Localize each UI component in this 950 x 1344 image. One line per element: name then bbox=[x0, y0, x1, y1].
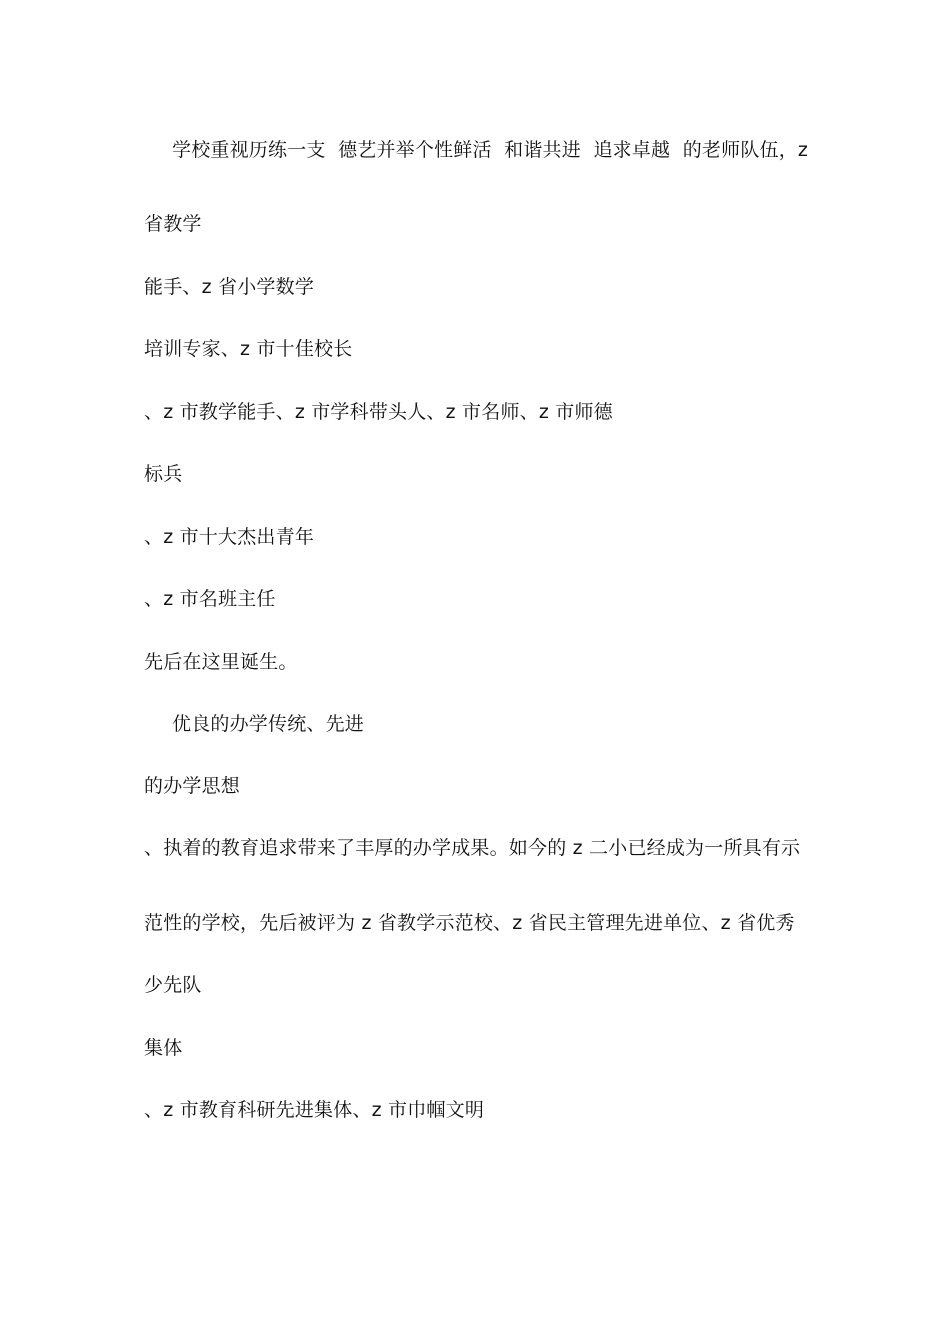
paragraph-line-5: 、z 市教学能手、z 市学科带头人、z 市名师、z 市师德 bbox=[144, 401, 613, 423]
paragraph-line-6: 标兵 bbox=[144, 463, 183, 485]
paragraph-line-15: 集体 bbox=[144, 1037, 183, 1059]
paragraph-line-3: 能手、z 省小学数学 bbox=[144, 276, 315, 298]
paragraph-line-4: 培训专家、z 市十佳校长 bbox=[144, 338, 353, 360]
paragraph-line-10: 优良的办学传统、先进 bbox=[172, 713, 365, 735]
paragraph-line-9: 先后在这里诞生。 bbox=[144, 651, 298, 673]
paragraph-line-1: 学校重视历练一支 德艺并举个性鲜活 和谐共进 追求卓越 的老师队伍，z bbox=[172, 139, 809, 161]
paragraph-line-12: 、执着的教育追求带来了丰厚的办学成果。如今的 z 二小已经成为一所具有示 bbox=[144, 837, 801, 859]
paragraph-line-13: 范性的学校，先后被评为 z 省教学示范校、z 省民主管理先进单位、z 省优秀 bbox=[144, 912, 795, 934]
paragraph-line-16: 、z 市教育科研先进集体、z 市巾帼文明 bbox=[144, 1099, 485, 1121]
paragraph-line-2: 省教学 bbox=[144, 213, 202, 235]
paragraph-line-7: 、z 市十大杰出青年 bbox=[144, 526, 315, 548]
paragraph-line-11: 的办学思想 bbox=[144, 775, 241, 797]
paragraph-line-8: 、z 市名班主任 bbox=[144, 588, 276, 610]
paragraph-line-14: 少先队 bbox=[144, 974, 202, 996]
